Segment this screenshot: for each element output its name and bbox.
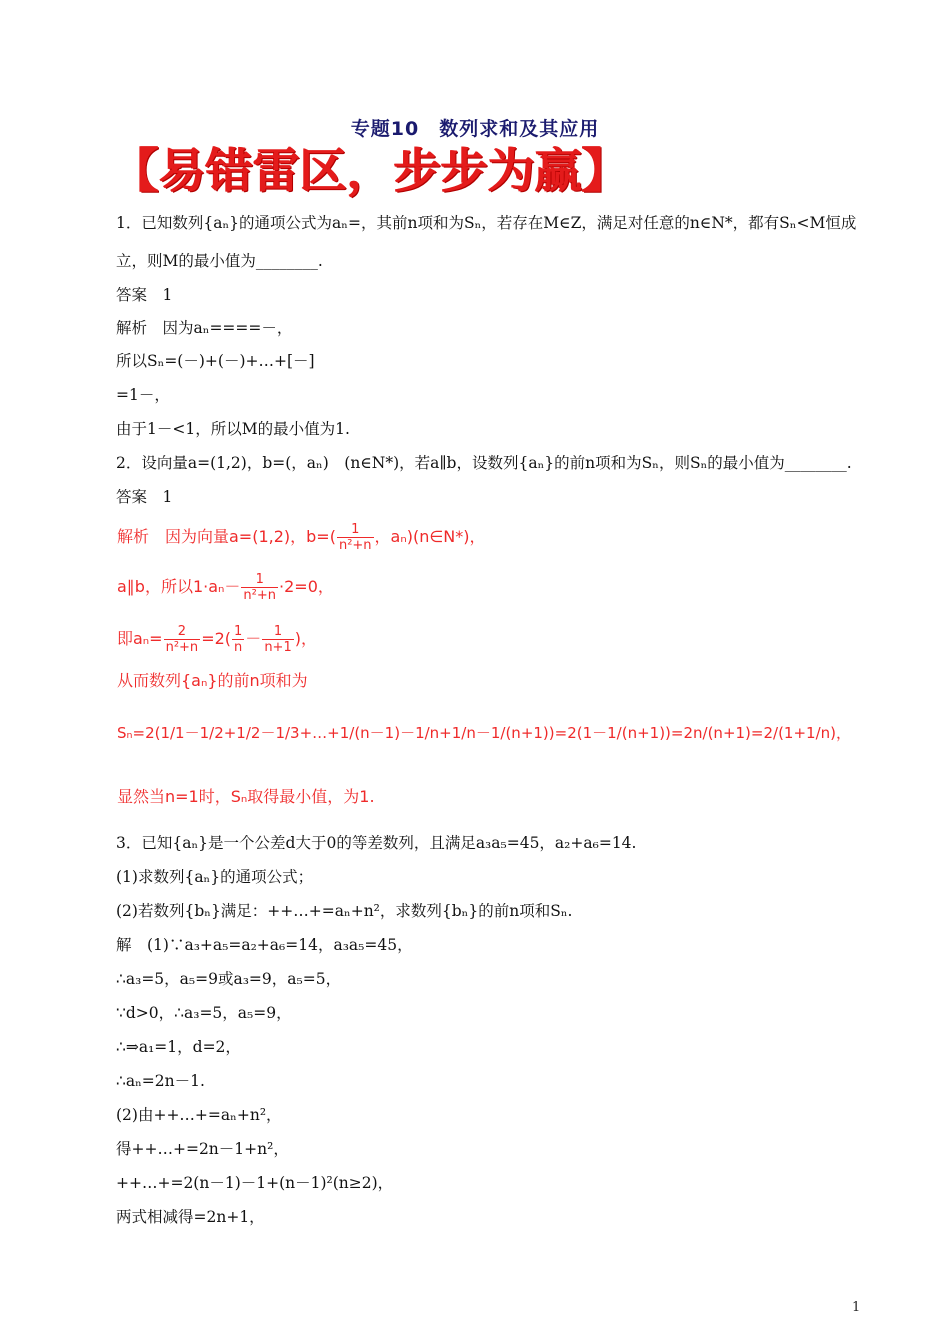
red-solution-line-3 xyxy=(117,624,317,655)
red-text: a∥b，所以1·aₙ－ xyxy=(117,577,241,596)
red-solution-line-5: Sₙ=2(1/1－1/2+1/2－1/3+…+1/(n－1)－1/n+1/n－1/(n+1))=2(1－1/(n+1))=2n/(n+1)=2/(1+1/n)， xyxy=(117,724,851,742)
red-solution-line-4: 从而数列{aₙ}的前n项和为 xyxy=(117,671,308,690)
solution-line-1: 解 (1)∵a₃+a₅=a₂+a₆=14，a₃a₅=45， xyxy=(116,936,413,954)
solution-line-7: 得++…+=2n－1+n²， xyxy=(116,1140,289,1158)
red-solution-line-6: 显然当n=1时，Sₙ取得最小值，为1. xyxy=(117,787,375,806)
question-3-part-1: (1)求数列{aₙ}的通项公式； xyxy=(116,868,314,886)
question-2: 2．设向量a=(1,2)，b=(，aₙ) (n∈N*)，若a∥b，设数列{aₙ}的前n项和为Sₙ，则Sₙ的最小值为________. xyxy=(116,454,852,472)
page-title: 专题10 数列求和及其应用 xyxy=(350,118,600,140)
solution-line-4: ∴⇒a₁=1，d=2， xyxy=(116,1038,241,1056)
denominator: n²+n xyxy=(165,640,199,655)
solution-line-6: (2)由++…+=aₙ+n²， xyxy=(116,1106,282,1124)
solution-line-2: ∴a₃=5，a₅=9或a₃=9，a₅=5， xyxy=(116,970,342,988)
numerator: 1 xyxy=(234,624,243,639)
red-text: )， xyxy=(294,629,317,648)
question-1-line-2: 立，则M的最小值为________. xyxy=(116,252,323,270)
red-text: － xyxy=(245,629,262,648)
answer-2: 答案 1 xyxy=(116,488,173,506)
red-solution-line-2 xyxy=(117,572,334,603)
question-1-line-1: 1．已知数列{aₙ}的通项公式为aₙ=，其前n项和为Sₙ，若存在M∈Z，满足对任意的n∈N*，都有Sₙ<M恒成 xyxy=(116,214,857,232)
page-number: 1 xyxy=(852,1300,861,1315)
banner-heading: 【易错雷区，步步为赢】 xyxy=(112,144,629,199)
numerator: 1 xyxy=(337,522,374,538)
analysis-1-line-4: 由于1－<1，所以M的最小值为1. xyxy=(116,420,350,438)
red-text: =2( xyxy=(201,629,232,648)
question-3: 3．已知{aₙ}是一个公差d大于0的等差数列，且满足a₃a₅=45，a₂+a₆=14. xyxy=(116,834,637,852)
numerator: 1 xyxy=(241,572,278,588)
red-text: 解析 因为向量a=(1,2)，b=( xyxy=(117,527,336,546)
analysis-1-line-2: 所以Sₙ=(－)+(－)+…+[－] xyxy=(116,352,315,370)
fraction xyxy=(164,624,201,655)
denominator: n²+n xyxy=(338,538,372,553)
analysis-1-line-1: 解析 因为aₙ====－， xyxy=(116,319,293,337)
numerator: 2 xyxy=(164,624,201,640)
red-text: 即aₙ= xyxy=(117,629,163,648)
solution-line-8: ++…+=2(n－1)－1+(n－1)²(n≥2)， xyxy=(116,1174,394,1192)
fraction xyxy=(232,624,244,655)
question-3-part-2: (2)若数列{bₙ}满足：++…+=aₙ+n²，求数列{bₙ}的前n项和Sₙ. xyxy=(116,902,573,920)
fraction xyxy=(337,522,374,553)
analysis-1-line-3: =1－， xyxy=(116,386,170,404)
red-solution-line-1 xyxy=(117,522,486,553)
fraction xyxy=(262,624,293,655)
answer-1: 答案 1 xyxy=(116,286,173,304)
solution-line-9: 两式相减得=2n+1， xyxy=(116,1208,265,1226)
red-text: ，aₙ)(n∈N*)， xyxy=(374,527,486,546)
denominator: n xyxy=(234,640,243,655)
denominator: n²+n xyxy=(243,588,277,603)
numerator: 1 xyxy=(262,624,293,640)
solution-line-5: ∴aₙ=2n－1. xyxy=(116,1072,205,1090)
denominator: n+1 xyxy=(264,640,292,655)
fraction xyxy=(241,572,278,603)
red-text: ·2=0， xyxy=(279,577,334,596)
solution-line-3: ∵d>0，∴a₃=5，a₅=9， xyxy=(116,1004,292,1022)
